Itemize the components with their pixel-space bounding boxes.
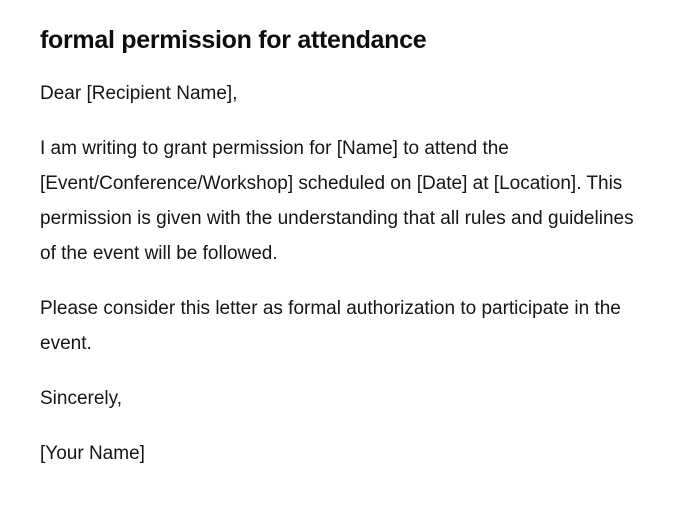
body-paragraph-2: Please consider this letter as formal authorization to participate in the event. — [40, 298, 621, 354]
document-title: formal permission for attendance — [40, 26, 427, 54]
signature-placeholder: [Your Name] — [40, 443, 145, 464]
salutation: Dear [Recipient Name], — [40, 83, 238, 104]
body-paragraph-1: I am writing to grant permission for [Name] to attend the [Event/Conference/Workshop] scheduled on [Date] at [Location]. This permission is given with the understanding that all rules and guidelines of the event will be followed. — [40, 138, 634, 264]
closing: Sincerely, — [40, 388, 123, 409]
